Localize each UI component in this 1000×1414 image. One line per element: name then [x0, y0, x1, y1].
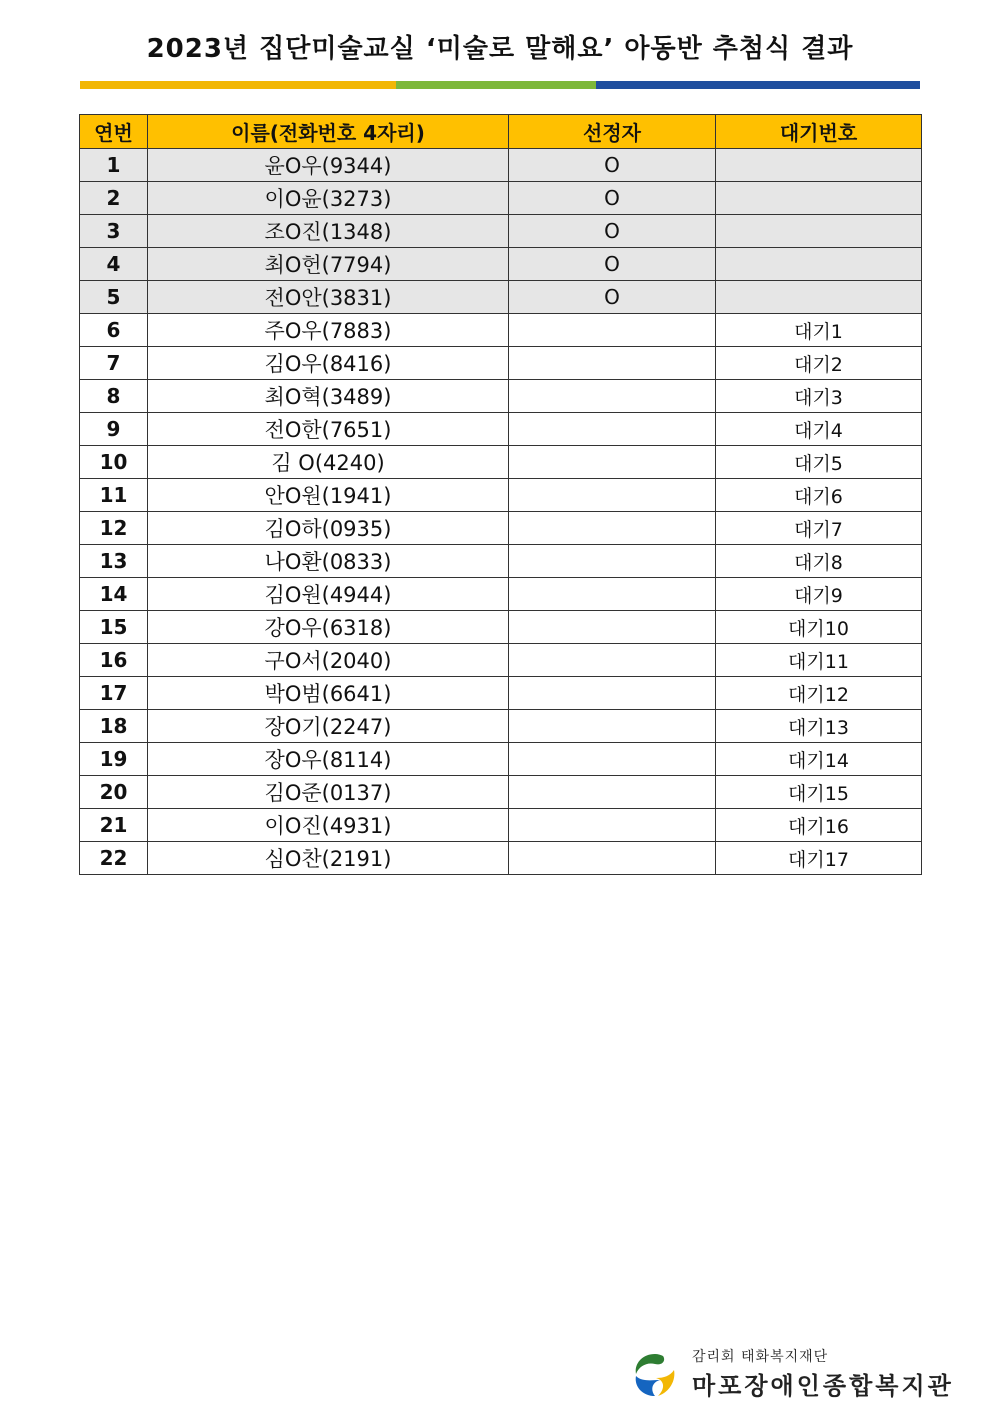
table-row [80, 677, 922, 710]
table-row [80, 776, 922, 809]
results-table [79, 114, 922, 875]
cell-wait [716, 248, 922, 281]
cell-wait: 대기1 [716, 314, 922, 347]
cell-name: 최O혁(3489) [148, 380, 509, 413]
cell-no: 7 [80, 347, 148, 380]
cell-no: 5 [80, 281, 148, 314]
table-row [80, 446, 922, 479]
table-row [80, 842, 922, 875]
table-row [80, 182, 922, 215]
table-row [80, 281, 922, 314]
foundation-logo-icon [630, 1350, 680, 1400]
cell-name: 주O우(7883) [148, 314, 509, 347]
cell-wait: 대기4 [716, 413, 922, 446]
cell-selected [509, 545, 716, 578]
cell-wait: 대기9 [716, 578, 922, 611]
cell-selected: O [509, 149, 716, 182]
cell-no: 6 [80, 314, 148, 347]
table-row [80, 578, 922, 611]
cell-selected [509, 809, 716, 842]
table-body [80, 149, 922, 875]
cell-no: 4 [80, 248, 148, 281]
cell-name: 구O서(2040) [148, 644, 509, 677]
cell-selected [509, 413, 716, 446]
cell-wait: 대기8 [716, 545, 922, 578]
cell-name: 이O윤(3273) [148, 182, 509, 215]
table-row [80, 545, 922, 578]
cell-selected [509, 743, 716, 776]
cell-name: 윤O우(9344) [148, 149, 509, 182]
cell-no: 21 [80, 809, 148, 842]
cell-wait: 대기7 [716, 512, 922, 545]
cell-wait [716, 215, 922, 248]
cell-no: 10 [80, 446, 148, 479]
header-selected: 선정자 [509, 115, 716, 149]
table-row [80, 380, 922, 413]
cell-name: 조O진(1348) [148, 215, 509, 248]
footer-logo [630, 1346, 954, 1402]
cell-wait [716, 149, 922, 182]
cell-no: 9 [80, 413, 148, 446]
header-name: 이름(전화번호 4자리) [148, 115, 509, 149]
table-row [80, 347, 922, 380]
cell-selected [509, 611, 716, 644]
title-underline-bar [80, 81, 920, 89]
cell-selected [509, 710, 716, 743]
cell-no: 15 [80, 611, 148, 644]
table-row [80, 479, 922, 512]
cell-no: 14 [80, 578, 148, 611]
cell-no: 3 [80, 215, 148, 248]
cell-wait [716, 281, 922, 314]
cell-wait: 대기15 [716, 776, 922, 809]
cell-selected [509, 677, 716, 710]
cell-wait: 대기10 [716, 611, 922, 644]
cell-wait [716, 182, 922, 215]
org-name: 마포장애인종합복지관 [692, 1371, 954, 1400]
cell-no: 22 [80, 842, 148, 875]
table-row [80, 413, 922, 446]
cell-no: 12 [80, 512, 148, 545]
cell-wait: 대기12 [716, 677, 922, 710]
cell-wait: 대기13 [716, 710, 922, 743]
cell-name: 안O원(1941) [148, 479, 509, 512]
cell-selected: O [509, 281, 716, 314]
cell-selected [509, 512, 716, 545]
cell-wait: 대기11 [716, 644, 922, 677]
cell-no: 18 [80, 710, 148, 743]
cell-name: 전O한(7651) [148, 413, 509, 446]
cell-wait: 대기17 [716, 842, 922, 875]
table-row [80, 644, 922, 677]
header-wait: 대기번호 [716, 115, 922, 149]
cell-name: 전O안(3831) [148, 281, 509, 314]
cell-wait: 대기14 [716, 743, 922, 776]
cell-name: 강O우(6318) [148, 611, 509, 644]
cell-name: 장O우(8114) [148, 743, 509, 776]
table-row [80, 743, 922, 776]
table-row [80, 809, 922, 842]
cell-no: 8 [80, 380, 148, 413]
page-title: 2023년 집단미술교실 ‘미술로 말해요’ 아동반 추첨식 결과 [146, 34, 854, 64]
cell-wait: 대기6 [716, 479, 922, 512]
cell-selected [509, 776, 716, 809]
cell-selected [509, 380, 716, 413]
bar-segment-yellow [80, 81, 396, 89]
cell-name: 김O우(8416) [148, 347, 509, 380]
cell-no: 20 [80, 776, 148, 809]
cell-name: 최O헌(7794) [148, 248, 509, 281]
cell-no: 17 [80, 677, 148, 710]
cell-selected [509, 479, 716, 512]
cell-name: 김O하(0935) [148, 512, 509, 545]
cell-selected: O [509, 182, 716, 215]
table-row [80, 215, 922, 248]
cell-name: 나O환(0833) [148, 545, 509, 578]
cell-wait: 대기3 [716, 380, 922, 413]
header-no: 연번 [80, 115, 148, 149]
cell-wait: 대기16 [716, 809, 922, 842]
cell-name: 김 O(4240) [148, 446, 509, 479]
cell-selected [509, 446, 716, 479]
bar-segment-green [396, 81, 596, 89]
cell-selected [509, 644, 716, 677]
cell-no: 11 [80, 479, 148, 512]
table-row [80, 314, 922, 347]
cell-no: 1 [80, 149, 148, 182]
table-row [80, 512, 922, 545]
table-row [80, 611, 922, 644]
cell-name: 장O기(2247) [148, 710, 509, 743]
cell-name: 김O원(4944) [148, 578, 509, 611]
bar-segment-blue [596, 81, 920, 89]
cell-no: 16 [80, 644, 148, 677]
cell-wait: 대기2 [716, 347, 922, 380]
cell-no: 13 [80, 545, 148, 578]
table-row [80, 710, 922, 743]
org-subtitle: 감리회 태화복지재단 [692, 1349, 829, 1365]
cell-name: 이O진(4931) [148, 809, 509, 842]
cell-name: 김O준(0137) [148, 776, 509, 809]
cell-selected [509, 842, 716, 875]
cell-name: 박O범(6641) [148, 677, 509, 710]
table-row [80, 248, 922, 281]
cell-selected [509, 347, 716, 380]
cell-no: 19 [80, 743, 148, 776]
cell-selected: O [509, 248, 716, 281]
cell-wait: 대기5 [716, 446, 922, 479]
table-row [80, 149, 922, 182]
table-header-row [80, 115, 922, 149]
cell-selected: O [509, 215, 716, 248]
cell-name: 심O찬(2191) [148, 842, 509, 875]
cell-no: 2 [80, 182, 148, 215]
cell-selected [509, 578, 716, 611]
cell-selected [509, 314, 716, 347]
